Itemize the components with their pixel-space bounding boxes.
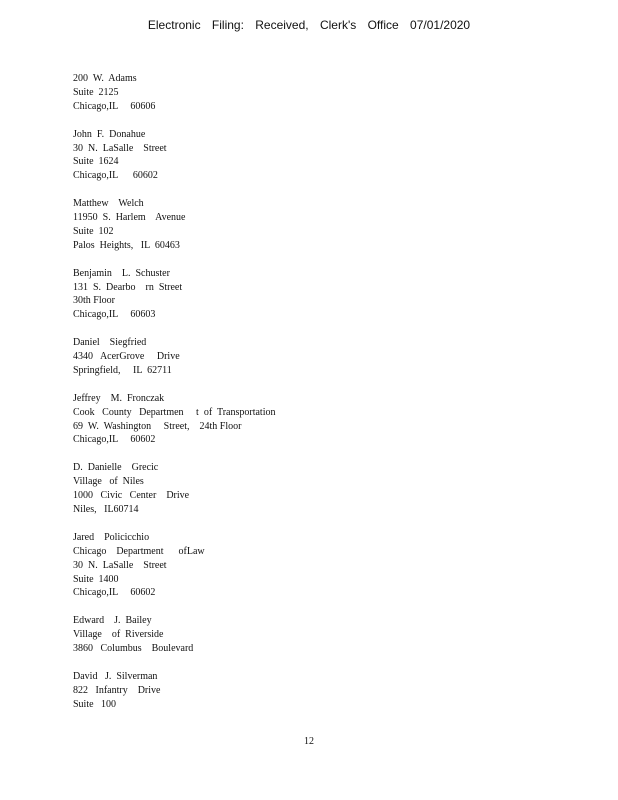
address-line: Springfield, IL 62711 — [73, 364, 172, 376]
address-line: Chicago,IL 60606 — [73, 100, 156, 112]
address-block — [73, 670, 553, 712]
address-line: 30 N. LaSalle Street — [73, 559, 167, 571]
filing-stamp-header: Electronic Filing: Received, Clerk's Office 07/01/2020 — [147, 18, 471, 32]
contact-name: John F. Donahue — [73, 128, 146, 140]
address-line: 131 S. Dearbo rn Street — [73, 281, 183, 293]
address-line: Suite 2125 — [73, 86, 119, 98]
address-line: Cook County Departmen t of Transportation — [73, 406, 276, 418]
address-line: Chicago,IL 60602 — [73, 434, 156, 446]
service-address-list — [73, 72, 553, 725]
contact-name: D. Danielle Grecic — [73, 462, 159, 474]
contact-name: Benjamin L. Schuster — [73, 267, 170, 279]
address-block — [73, 461, 553, 517]
address-line: Niles, IL60714 — [73, 504, 139, 515]
address-line: Suite 1400 — [73, 573, 119, 585]
address-line: 822 Infantry Drive — [73, 684, 161, 696]
contact-name: Edward J. Bailey — [73, 615, 152, 627]
address-line: 4340 AcerGrove Drive — [73, 351, 180, 363]
contact-name: Matthew Welch — [73, 198, 144, 210]
address-line: 3860 Columbus Boulevard — [73, 643, 194, 655]
address-block — [73, 336, 553, 378]
address-line: 30 N. LaSalle Street — [73, 142, 167, 154]
address-block — [73, 267, 553, 323]
contact-name: Daniel Siegfried — [73, 337, 147, 349]
address-line: 69 W. Washington Street, 24th Floor — [73, 420, 242, 432]
address-line: Village of Riverside — [73, 629, 164, 641]
address-block — [73, 72, 553, 114]
address-line: 200 W. Adams — [73, 73, 137, 84]
contact-name: David J. Silverman — [73, 670, 158, 682]
address-block — [73, 128, 553, 184]
address-block — [73, 531, 553, 601]
address-line: Village of Niles — [73, 476, 144, 488]
address-line: Suite 102 — [73, 225, 114, 237]
address-block — [73, 392, 553, 448]
address-line: Suite 100 — [73, 698, 117, 710]
address-block — [73, 197, 553, 253]
address-line: Chicago Department ofLaw — [73, 545, 205, 557]
address-line: Chicago,IL 60602 — [73, 587, 156, 599]
contact-name: Jared Policicchio — [73, 531, 150, 543]
address-line: Suite 1624 — [73, 156, 119, 168]
address-line: Chicago,IL 60603 — [73, 309, 156, 321]
address-line: 11950 S. Harlem Avenue — [73, 212, 186, 224]
address-line: Chicago,IL 60602 — [73, 170, 158, 182]
address-line: 1000 Civic Center Drive — [73, 490, 190, 502]
contact-name: Jeffrey M. Fronczak — [73, 392, 165, 404]
address-line: 30th Floor — [73, 295, 115, 307]
address-line: Palos Heights, IL 60463 — [73, 239, 180, 251]
page-number: 12 — [304, 736, 314, 747]
address-block — [73, 614, 553, 656]
